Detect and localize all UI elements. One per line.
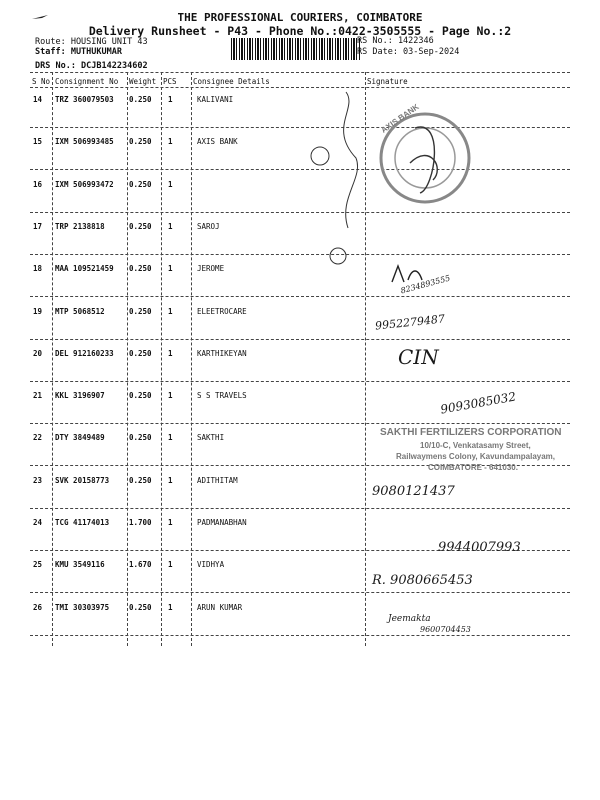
row-rule	[30, 508, 570, 509]
sig23-phone: 9080121437	[372, 484, 455, 499]
cell-weight: 0.250	[129, 221, 152, 231]
cell-pcs: 1	[168, 475, 173, 485]
sig26-name: Jeemakta	[388, 614, 431, 624]
cell-consignee: ADITHITAM	[197, 475, 238, 485]
staff-label: Staff: MUTHUKUMAR	[35, 47, 122, 57]
col-header-sno: S No	[32, 77, 51, 86]
company-title: THE PROFESSIONAL COURIERS, COIMBATORE	[177, 11, 423, 24]
cell-sno: 17	[33, 221, 43, 231]
row-rule	[30, 635, 570, 636]
cell-pcs: 1	[168, 602, 173, 612]
cell-consignment-no: TRZ 360079503	[55, 95, 114, 104]
col-header-weight: Weight	[129, 77, 157, 86]
cell-pcs: 1	[168, 518, 173, 527]
col-header-consignment: Consignment No	[55, 77, 119, 86]
cell-consignee: SAROJ	[197, 221, 220, 231]
route-label: Route: HOUSING UNIT 43	[35, 37, 148, 47]
cell-pcs: 1	[168, 391, 173, 401]
cell-sno: 18	[33, 264, 43, 274]
sig25-text: R. 9080665453	[372, 573, 473, 588]
cell-consignee: SAKTHI	[197, 433, 225, 443]
cell-consignee: KALIVANI	[197, 95, 234, 104]
col-divider	[161, 72, 162, 646]
cell-weight: 0.250	[129, 179, 152, 189]
row-rule	[30, 339, 570, 340]
cell-consignment-no: TMI 30303975	[55, 602, 110, 612]
row-rule	[30, 127, 570, 128]
cell-consignment-no: IXM 506993472	[55, 179, 114, 189]
cell-consignment-no: MTP 5068512	[55, 306, 105, 316]
cell-sno: 15	[33, 137, 43, 147]
header-rule	[30, 87, 570, 88]
runsheet-title: Delivery Runsheet - P43 - Phone No.:0422-3505555 - Page No.:2	[88, 24, 512, 38]
cell-consignee: S S TRAVELS	[197, 391, 247, 401]
cell-consignment-no: MAA 109521459	[55, 264, 114, 274]
row-rule	[30, 381, 570, 382]
sig26-phone: 9600704453	[420, 625, 471, 634]
cell-consignment-no: TRP 2138818	[55, 221, 105, 231]
cell-pcs: 1	[168, 264, 173, 274]
cell-weight: 0.250	[129, 475, 152, 485]
cell-consignee: ARUN KUMAR	[197, 602, 243, 612]
cell-weight: 0.250	[129, 348, 152, 358]
sakthi-stamp-line3: COIMBATORE - 641030.	[428, 463, 518, 472]
col-header-pcs: PCS	[163, 77, 177, 86]
axis-bank-stamp-text: AXIS BANK	[379, 102, 421, 135]
sig19-phone: 9952279487	[374, 312, 446, 333]
cell-weight: 1.700	[129, 518, 152, 527]
cell-consignment-no: TCG 41174013	[55, 518, 110, 527]
rs-date: RS Date: 03-Sep-2024	[357, 47, 460, 57]
cell-consignee: PADMANABHAN	[197, 518, 247, 527]
col-header-signature: Signature	[367, 77, 408, 86]
cell-consignee: JEROME	[197, 264, 225, 274]
cell-pcs: 1	[168, 221, 173, 231]
cell-consignment-no: KMU 3549116	[55, 560, 105, 570]
cell-consignee: ELEETROCARE	[197, 306, 247, 316]
cell-sno: 19	[33, 306, 43, 316]
pen-scribble	[308, 88, 368, 278]
sig20-text: CIN	[398, 345, 439, 369]
sig21-phone: 9093085032	[439, 389, 517, 417]
cell-consignee: VIDHYA	[197, 560, 225, 570]
cell-consignment-no: DEL 912160233	[55, 348, 114, 358]
cell-sno: 20	[33, 348, 43, 358]
col-divider	[127, 72, 128, 646]
cell-sno: 16	[33, 179, 43, 189]
row-rule	[30, 169, 570, 170]
row-rule	[30, 592, 570, 593]
cell-weight: 0.250	[129, 433, 152, 443]
cell-pcs: 1	[168, 348, 173, 358]
cell-consignment-no: KKL 3196907	[55, 391, 105, 401]
cell-weight: 0.250	[129, 306, 152, 316]
row-rule	[30, 296, 570, 297]
cell-sno: 24	[33, 518, 43, 527]
sakthi-stamp-line1: 10/10-C, Venkatasamy Street,	[420, 441, 531, 450]
cell-consignment-no: DTY 3849489	[55, 433, 105, 443]
col-divider	[52, 72, 53, 646]
row-rule	[30, 254, 570, 255]
cell-sno: 23	[33, 475, 43, 485]
cell-consignment-no: IXM 506993485	[55, 137, 114, 147]
cell-sno: 22	[33, 433, 43, 443]
cell-weight: 0.250	[129, 602, 152, 612]
cell-pcs: 1	[168, 179, 173, 189]
sig18-phone: 8234893555	[399, 273, 452, 296]
cell-weight: 0.250	[129, 391, 152, 401]
cell-pcs: 1	[168, 433, 173, 443]
cell-weight: 1.670	[129, 560, 152, 570]
cell-consignee: AXIS BANK	[197, 137, 238, 147]
cell-weight: 0.250	[129, 137, 152, 147]
cell-consignee: KARTHIKEYAN	[197, 348, 247, 358]
cell-weight: 0.250	[129, 264, 152, 274]
sakthi-stamp-name: SAKTHI FERTILIZERS CORPORATION	[380, 427, 562, 438]
col-header-consignee: Consignee Details	[193, 77, 270, 86]
cell-pcs: 1	[168, 95, 173, 104]
cell-consignment-no: SVK 20158773	[55, 475, 110, 485]
barcode	[231, 38, 360, 60]
cell-pcs: 1	[168, 306, 173, 316]
cell-sno: 25	[33, 560, 43, 570]
row-rule	[30, 423, 570, 424]
cell-sno: 21	[33, 391, 43, 401]
table-top-rule	[30, 72, 570, 73]
drs-number: DRS No.: DCJB142234602	[35, 61, 148, 71]
sig24-phone: 9944007993	[438, 540, 521, 555]
cell-sno: 14	[33, 95, 43, 104]
sakthi-stamp-line2: Railwaymens Colony, Kavundampalayam,	[396, 452, 556, 461]
row-rule	[30, 212, 570, 213]
cell-pcs: 1	[168, 560, 173, 570]
rs-number: RS No.: 1422346	[357, 36, 434, 46]
cell-sno: 26	[33, 602, 43, 612]
cell-weight: 0.250	[129, 95, 152, 104]
col-divider	[191, 72, 192, 646]
cell-pcs: 1	[168, 137, 173, 147]
